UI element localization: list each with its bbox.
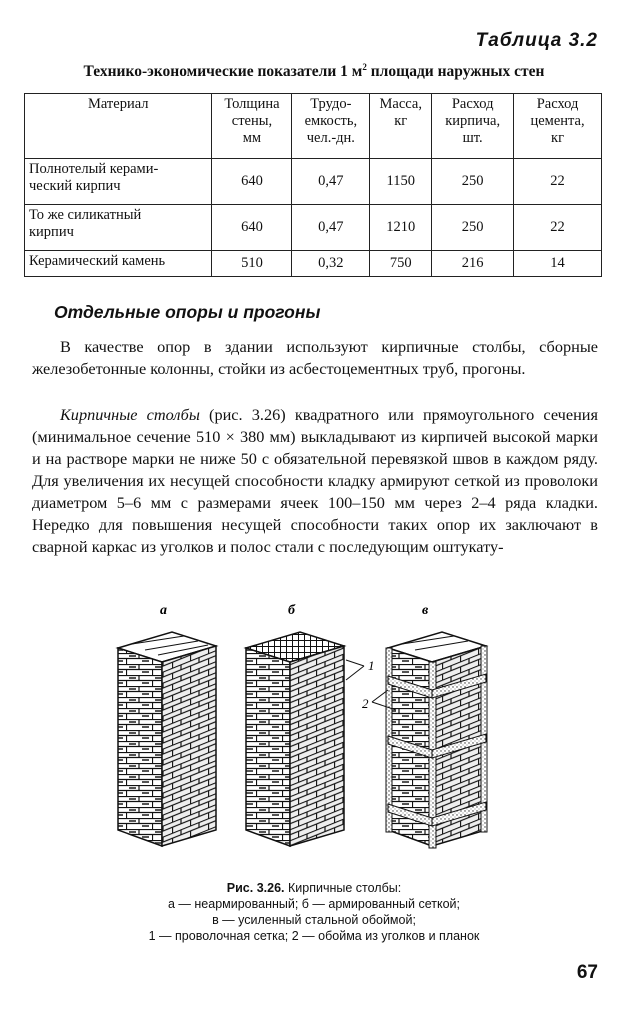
table-title xyxy=(0,62,628,81)
cement-cell: 22 xyxy=(514,205,602,251)
brick-columns-figure xyxy=(100,598,530,868)
labor-cell: 0,47 xyxy=(292,205,370,251)
column-v xyxy=(362,632,487,848)
thickness-cell: 510 xyxy=(212,251,292,277)
mass-cell: 750 xyxy=(370,251,432,277)
mass-cell: 1210 xyxy=(370,205,432,251)
mass-cell: 1150 xyxy=(370,159,432,205)
paragraph-2-text: (рис. 3.26) квадратного или прямоугольного сечения (минимальное сечение 510 × 380 мм) выкладывают из кирпичей высокой марки и на растворе марки не ниже 50 с обязательной перевязкой швов в каждом ряду. Для увеличения их несущей способности кладку армируют сеткой из проволоки диаметром 5–6 мм с размерами ячеек 100–150 мм через 2–4 ряда кладки. Нередко для повышения несущей способности таких опор их заключают в сварной каркас из уголков и полос стали с последующим оштукату- xyxy=(32,405,598,556)
caption-label: Рис. 3.26. xyxy=(226,881,285,895)
cement-cell: 14 xyxy=(514,251,602,277)
section-heading: Отдельные опоры и прогоны xyxy=(54,302,321,322)
table-row xyxy=(25,251,602,277)
header-cell: Масса, кг xyxy=(370,94,432,159)
caption-line-2: в — усиленный стальной обоймой; xyxy=(212,913,416,927)
column-b xyxy=(246,632,375,846)
labor-cell: 0,47 xyxy=(292,159,370,205)
bricks-cell: 216 xyxy=(432,251,514,277)
labor-cell: 0,32 xyxy=(292,251,370,277)
material-cell: То же силикатный кирпич xyxy=(25,205,212,251)
header-cell: Материал xyxy=(25,94,212,159)
callout-2: 2 xyxy=(362,696,369,711)
caption-line-1: а — неармированный; б — армированный сеткой; xyxy=(167,897,461,911)
header-cell: Расход цемента, кг xyxy=(514,94,602,159)
paragraph-2-lead: Кирпичные столбы xyxy=(60,405,200,424)
thickness-cell: 640 xyxy=(212,205,292,251)
figure-letter-v: в xyxy=(422,603,429,618)
table-row xyxy=(25,159,602,205)
material-cell: Полнотелый керами- ческий кирпич xyxy=(25,159,212,205)
caption-line-3: 1 — проволочная сетка; 2 — обойма из уголков и планок xyxy=(148,929,480,943)
table-title-after: площади наружных стен xyxy=(366,63,545,81)
figure-caption xyxy=(0,880,628,944)
header-cell: Расход кирпича, шт. xyxy=(432,94,514,159)
figure-letter-a: а xyxy=(160,603,167,618)
table-number: Таблица 3.2 xyxy=(475,30,598,51)
thickness-cell: 640 xyxy=(212,159,292,205)
paragraph-1: В качестве опор в здании используют кирпичные столбы, сборные железобетонные колонны, стойки из асбестоцементных труб, прогоны. xyxy=(32,337,598,378)
cement-cell: 22 xyxy=(514,159,602,205)
table-title-sup: 2 xyxy=(362,62,367,72)
caption-title: Кирпичные столбы: xyxy=(284,881,402,895)
column-a xyxy=(118,632,216,846)
paragraph-2 xyxy=(32,404,598,558)
table-row xyxy=(25,205,602,251)
header-cell: Толщина стены, мм xyxy=(212,94,292,159)
bricks-cell: 250 xyxy=(432,205,514,251)
data-table xyxy=(24,93,602,277)
page-number: 67 xyxy=(576,962,598,983)
table-header-row xyxy=(25,94,602,159)
material-cell: Керамический камень xyxy=(25,251,212,277)
table-title-before: Технико-экономические показатели 1 м xyxy=(83,63,363,81)
bricks-cell: 250 xyxy=(432,159,514,205)
header-cell: Трудо- емкость, чел.-дн. xyxy=(292,94,370,159)
figure-letter-b: б xyxy=(288,603,295,618)
callout-1: 1 xyxy=(368,658,375,673)
